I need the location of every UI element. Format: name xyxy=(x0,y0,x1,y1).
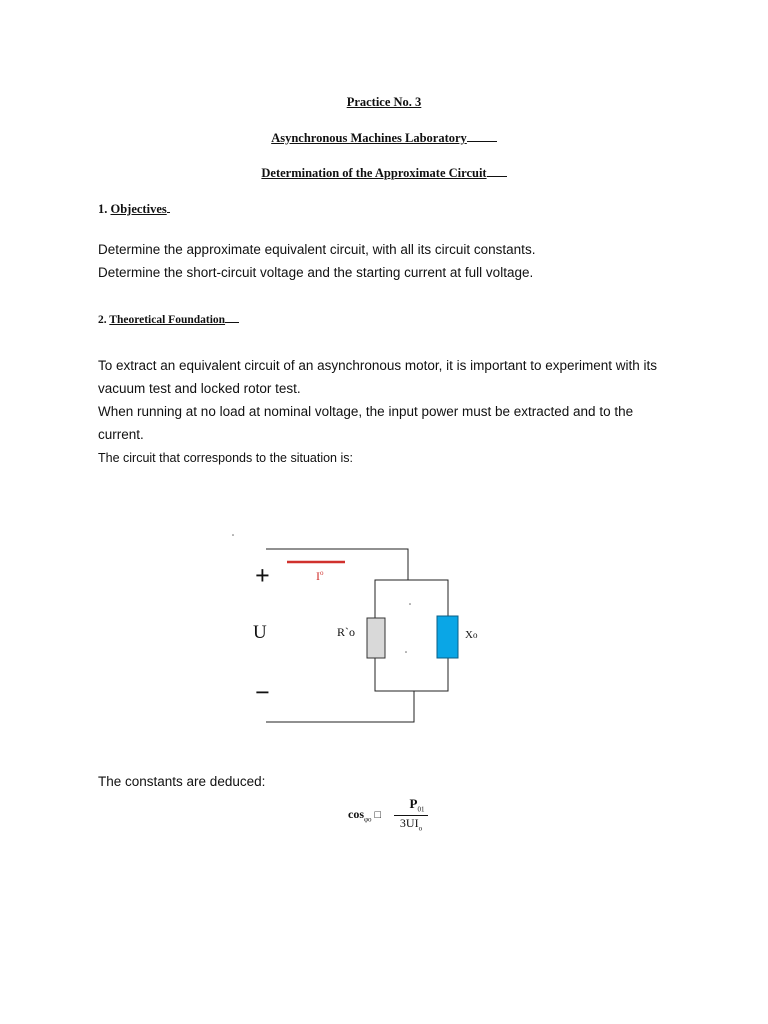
formula-operator: □ xyxy=(374,809,382,821)
plus-sign: + xyxy=(255,561,270,590)
minus-sign: − xyxy=(255,678,270,707)
theory-line: current. xyxy=(98,427,144,442)
theory-line: vacuum test and locked rotor test. xyxy=(98,381,301,396)
circuit-intro: The circuit that corresponds to the situation is: xyxy=(98,451,353,465)
objective-line: Determine the approximate equivalent circuit, with all its circuit constants. xyxy=(98,242,536,257)
section-theory-heading: 2. Theoretical Foundation xyxy=(98,312,239,326)
formula-denominator: $3UI_o$ xyxy=(399,816,423,833)
constants-intro: The constants are deduced: xyxy=(98,774,266,789)
objective-line: Determine the short-circuit voltage and the starting current at full voltage. xyxy=(98,265,534,280)
reactance-label: Xo xyxy=(465,629,478,641)
circuit-wires xyxy=(266,549,448,722)
theory-line: To extract an equivalent circuit of an asynchronous motor, it is important to experiment with its xyxy=(98,358,658,373)
resistor-element xyxy=(367,618,385,658)
page-title: Practice No. 3 xyxy=(346,95,422,109)
practice-subject: Determination of the Approximate Circuit xyxy=(0,166,768,181)
theory-line: When running at no load at nominal voltage, the input power must be extracted and to the xyxy=(98,404,634,419)
power-factor-formula xyxy=(348,796,448,840)
voltage-label: U xyxy=(253,622,267,643)
formula-lhs-subscript: φo xyxy=(364,815,372,824)
section-objectives-heading: 1. Objectives xyxy=(98,202,170,217)
formula-numerator: $P_{01}$ xyxy=(409,796,425,814)
current-label: $I^o$ xyxy=(316,569,324,583)
reactance-element xyxy=(437,616,458,658)
lab-title: Asynchronous Machines Laboratory xyxy=(0,131,768,146)
resistor-label: R`o xyxy=(337,625,355,639)
formula-lhs: cos xyxy=(348,807,364,821)
